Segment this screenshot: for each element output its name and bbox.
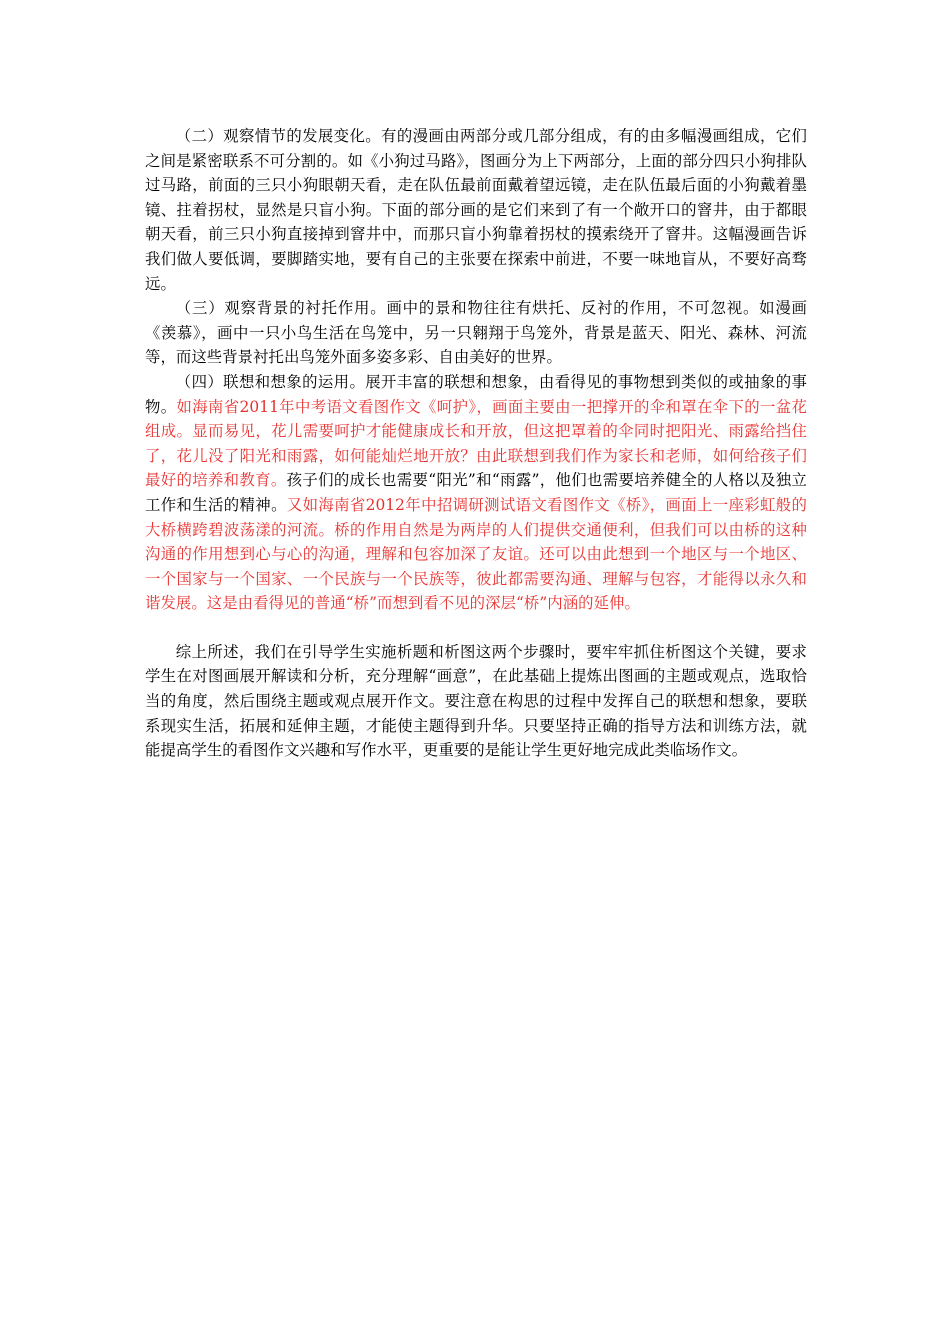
paragraph-gap [145, 616, 807, 640]
paragraph-association-imagination [145, 370, 807, 616]
paragraph-text: （二）观察情节的发展变化。有的漫画由两部分或几部分组成，有的由多幅漫画组成，它们之间是紧密联系不可分割的。如《小狗过马路》，图画分为上下两部分，上面的部分四只小狗排队过马路，前面的三只小狗眼朝天看，走在队伍最前面戴着望远镜，走在队伍最后面的小狗戴着墨镜、拄着拐杖，显然是只盲小狗。下面的部分画的是它们来到了有一个敞开口的窨井，由于都眼朝天看，前三只小狗直接掉到窨井中，而那只盲小狗靠着拐杖的摸索绕开了窨井。这幅漫画告诉我们做人要低调，要脚踏实地，要有自己的主张要在探索中前进，不要一味地盲从，不要好高骛远。 [145, 127, 807, 293]
paragraph-text: 综上所述，我们在引导学生实施析题和析图这两个步骤时，要牢牢抓住析图这个关键，要求学生在对图画展开解读和分析，充分理解“画意”，在此基础上提炼出图画的主题或观点，选取恰当的角度，然后围绕主题或观点展开作文。要注意在构思的过程中发挥自己的联想和想象，要联系现实生活，拓展和延伸主题，才能使主题得到升华。只要坚持正确的指导方法和训练方法，就能提高学生的看图作文兴趣和写作水平，更重要的是能让学生更好地完成此类临场作文。 [145, 642, 807, 760]
paragraph-text: （三）观察背景的衬托作用。画中的景和物往往有烘托、反衬的作用，不可忽视。如漫画《羡慕》，画中一只小鸟生活在鸟笼中，另一只翱翔于鸟笼外，背景是蓝天、阳光、森林、河流等，而这些背景衬托出鸟笼外面多姿多彩、自由美好的世界。 [145, 299, 807, 367]
paragraph-observe-plot [145, 124, 807, 296]
highlighted-example-protect: 如海南省2011年中考语文看图作文《呵护》，画面主要由一把撑开的伞和罩在伞下的一盆花组成。显而易见，花儿需要呵护才能健康成长和开放，但这把罩着的伞同时把阳光、雨露给挡住了，花儿没了阳光和雨露，如何能灿烂地开放？由此联想到我们作为家长和老师，如何给孩子们最好的培养和教育。 [145, 397, 807, 490]
document-page [145, 124, 807, 763]
paragraph-observe-background [145, 296, 807, 370]
paragraph-text: （四）联想和想象的运用。展开丰富的联想和想象，由看得见的事物想到类似的或抽象的事物。 [145, 372, 807, 416]
highlighted-example-bridge: 又如海南省2012年中招调研测试语文看图作文《桥》，画面上一座彩虹般的大桥横跨碧波荡漾的河流。桥的作用自然是为两岸的人们提供交通便利，但我们可以由桥的这种沟通的作用想到心与心的沟通，理解和包容加深了友谊。还可以由此想到一个地区与一个地区、一个国家与一个国家、一个民族与一个民族等，彼此都需要沟通、理解与包容，才能得以永久和谐发展。这是由看得见的普通“桥”而想到看不见的深层“桥”内涵的延伸。 [145, 495, 808, 613]
paragraph-summary [145, 640, 807, 763]
paragraph-text: 孩子们的成长也需要“阳光”和“雨露”，他们也需要培养健全的人格以及独立工作和生活的精神。 [145, 471, 807, 514]
